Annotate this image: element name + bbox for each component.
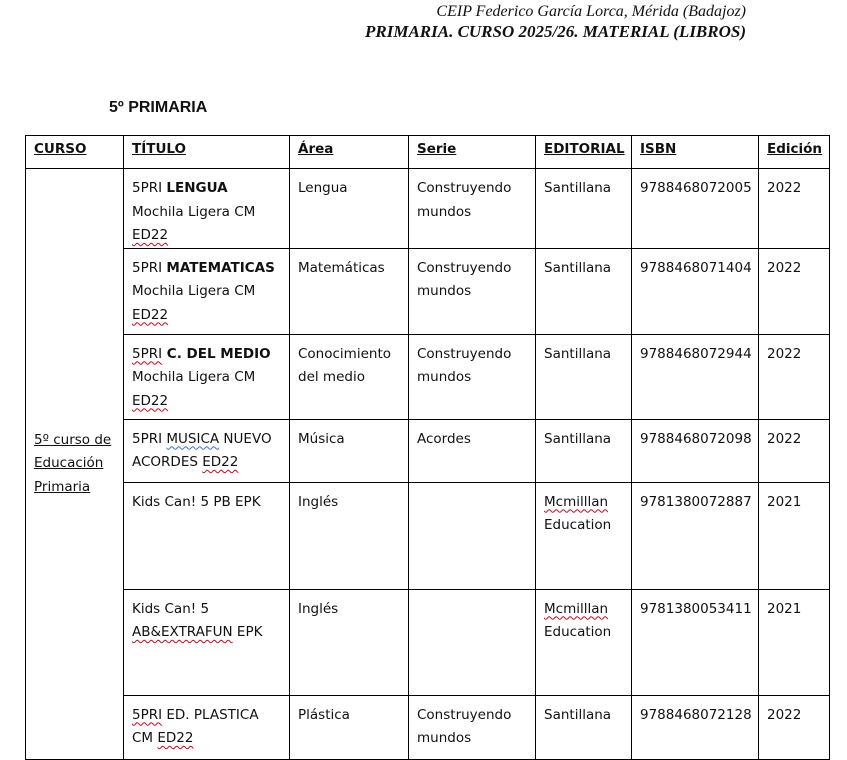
serie-cell: Acordes (409, 419, 536, 482)
table-row (26, 589, 830, 695)
header-edicion: Edición (759, 136, 830, 169)
serie-cell: Construyendo mundos (409, 169, 536, 249)
serie-cell: Construyendo mundos (409, 248, 536, 334)
area-cell: Conocimiento del medio (290, 334, 409, 419)
table-row (26, 248, 830, 334)
table-row (26, 482, 830, 589)
serie-cell (409, 482, 536, 589)
header-curso: CURSO (26, 136, 124, 169)
editorial-cell: Santillana (536, 248, 632, 334)
header-editorial: EDITORIAL (536, 136, 632, 169)
title-cell: 5PRI C. DEL MEDIO Mochila Ligera CM ED22 (124, 334, 290, 419)
serie-cell: Construyendo mundos (409, 695, 536, 759)
table-header-row (26, 136, 830, 169)
document-title: PRIMARIA. CURSO 2025/26. MATERIAL (LIBROS) (364, 22, 746, 41)
section-title: 5º PRIMARIA (109, 99, 208, 116)
title-cell: 5PRI ED. PLASTICA CM ED22 (124, 695, 290, 759)
area-cell: Plástica (290, 695, 409, 759)
header-isbn: ISBN (632, 136, 759, 169)
area-cell: Matemáticas (290, 248, 409, 334)
books-table (25, 135, 830, 760)
area-cell: Lengua (290, 169, 409, 249)
table-row (26, 419, 830, 482)
edicion-cell: 2022 (759, 334, 830, 419)
editorial-cell: Santillana (536, 334, 632, 419)
table-row (26, 695, 830, 759)
area-cell: Inglés (290, 482, 409, 589)
edicion-cell: 2022 (759, 695, 830, 759)
edicion-cell: 2022 (759, 248, 830, 334)
area-cell: Inglés (290, 589, 409, 695)
isbn-cell: 9788468072005 (632, 169, 759, 249)
title-cell: 5PRI LENGUA Mochila Ligera CM ED22 (124, 169, 290, 249)
area-cell: Música (290, 419, 409, 482)
editorial-cell: Santillana (536, 695, 632, 759)
edicion-cell: 2022 (759, 169, 830, 249)
title-cell: Kids Can! 5 PB EPK (124, 482, 290, 589)
edicion-cell: 2022 (759, 419, 830, 482)
isbn-cell: 9788468072128 (632, 695, 759, 759)
curso-cell: 5º curso de Educación Primaria (26, 169, 124, 760)
header-area: Área (290, 136, 409, 169)
header-serie: Serie (409, 136, 536, 169)
isbn-cell: 9781380072887 (632, 482, 759, 589)
editorial-cell: Santillana (536, 419, 632, 482)
table-row (26, 334, 830, 419)
serie-cell (409, 589, 536, 695)
editorial-cell: Mcmilllan Education (536, 482, 632, 589)
edicion-cell: 2021 (759, 482, 830, 589)
title-cell: 5PRI MATEMATICAS Mochila Ligera CM ED22 (124, 248, 290, 334)
edicion-cell: 2021 (759, 589, 830, 695)
title-cell: Kids Can! 5 AB&EXTRAFUN EPK (124, 589, 290, 695)
title-cell: 5PRI MUSICA NUEVO ACORDES ED22 (124, 419, 290, 482)
editorial-cell: Mcmilllan Education (536, 589, 632, 695)
table-row (26, 169, 830, 249)
serie-cell: Construyendo mundos (409, 334, 536, 419)
isbn-cell: 9781380053411 (632, 589, 759, 695)
isbn-cell: 9788468071404 (632, 248, 759, 334)
school-name: CEIP Federico García Lorca, Mérida (Badajoz) (436, 3, 746, 20)
isbn-cell: 9788468072944 (632, 334, 759, 419)
editorial-cell: Santillana (536, 169, 632, 249)
isbn-cell: 9788468072098 (632, 419, 759, 482)
header-titulo: TÍTULO (124, 136, 290, 169)
